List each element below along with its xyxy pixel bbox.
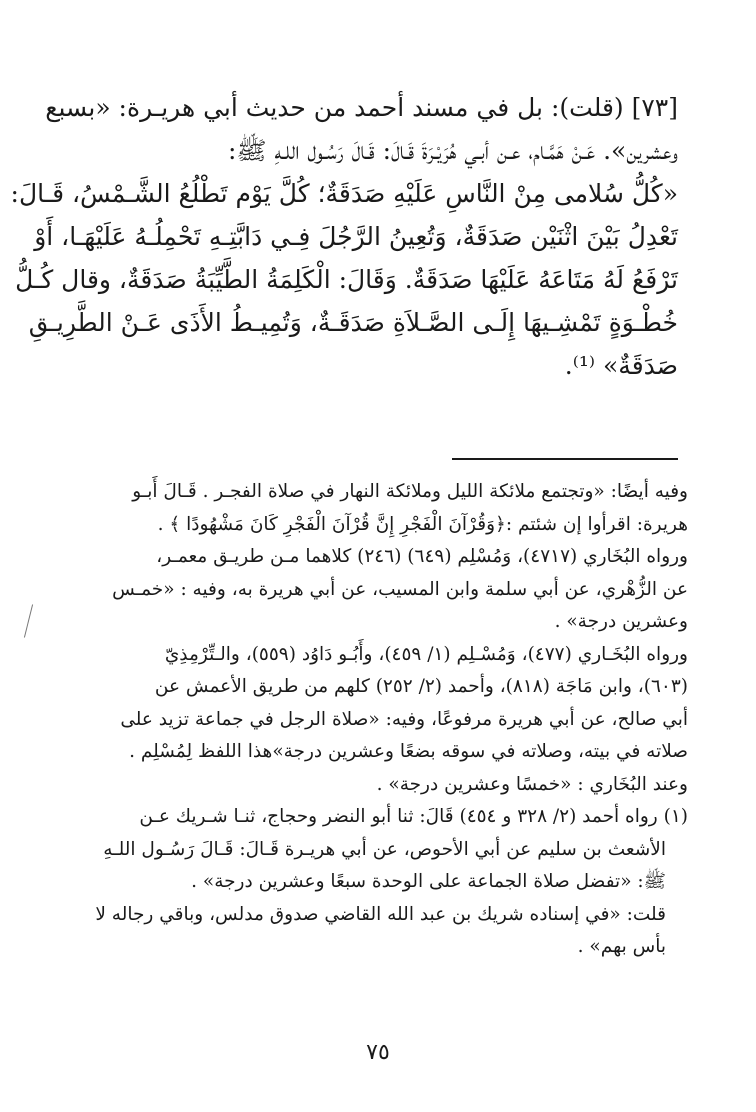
main-line: تَرْفَعُ لَهُ مَتَاعَهُ عَلَيْهَا صَدَقَةٌ. وَقَالَ: الْكَلِمَةُ الطَّيِّبَةُ صَدَقَةٌ، وقال كُـلُّ (15, 265, 678, 294)
main-text-block (10, 86, 678, 387)
main-line: [٧٣] (قلت): بل في مسند أحمد من حديث أبي هريـرة: «بسبع (45, 93, 678, 122)
page-number: ٧٥ (366, 1040, 390, 1065)
main-line: صَدَقَةٌ» ⁽¹⁾. (564, 351, 678, 380)
footnote-line: (٦٠٣)، وابن مَاجَة (٨١٨)، وأحمد (٢/ ٢٥٢) كلهم من طريق الأعمش عن (154, 676, 688, 697)
footnote-line: قلت: «في إسناده شريك بن عبد الله القاضي صدوق مدلس، وباقي رجاله لا (95, 903, 666, 925)
footnote-line: الأشعث بن سليم عن أبي الأحوص، عن أبي هريـرة قَـالَ: قَـالَ رَسُـول اللـهِ (103, 838, 666, 860)
footnote-divider (452, 458, 678, 460)
footnote-line: وعشرين درجة» . (554, 611, 688, 632)
footnote-line: ﷺ: «تفضل صلاة الجماعة على الوحدة سبعًا وعشرين درجة» . (191, 871, 666, 892)
main-line: وعشرين». عَـنْ هَمَّـام، عـن أبـي هُرَيْـرَةَ قَـالَ: قَـالَ رَسُـول اللـهِ ﷺ: (227, 136, 678, 165)
main-line: خُطْـوَةٍ تَمْشِـيهَا إِلَـى الصَّـلاَةِ صَدَقَـةٌ، وَتُمِيـطُ الأَذَى عَـنْ الطَّرِيـقِ (28, 308, 678, 337)
main-line: تَعْدِلُ بَيْنَ اثْنَيْن صَدَقَةٌ، وَتُعِينُ الرَّجُلَ فِـي دَابَّتِـهِ تَحْمِلُـهُ عَلَيْهَـا، أَوْ (34, 222, 678, 251)
footnote-line: هريرة: اقرأوا إن شئتم :﴿وَقُرْآنَ الْفَجْرِ إِنَّ قُرْآنَ الْفَجْرِ كَانَ مَشْهُودًا ﴾ . (157, 513, 688, 535)
footnote-line: بأس بهم» . (577, 936, 666, 957)
footnote-line: ورواه البُخَـاري (٤٧٧)، وَمُسْـلِم (١/ ٤٥٩)، وأَبُـو دَاوُد (٥٥٩)، والـتِّرْمِذِيّ (164, 643, 688, 665)
margin-pencil-mark (24, 604, 33, 637)
footnote-line: ورواه البُخَاري (٤٧١٧)، وَمُسْلِم (٦٤٩) (٢٤٦) كلاهما مـن طريـق معمـر، (156, 546, 688, 567)
footnotes-block (92, 476, 688, 964)
footnote-line: صلاته في بيته، وصلاته في سوقه بضعًا وعشرين درجة»هذا اللفظ لِمُسْلِم . (129, 741, 688, 762)
footnote-line: وفيه أيضًا: «وتجتمع ملائكة الليل وملائكة النهار في صلاة الفجـر . قَـالَ أَبـو (132, 481, 688, 502)
footnote-line: (١) رواه أحمد (٢/ ٣٢٨ و ٤٥٤) قَالَ: ثنا أبو النضر وحجاج، ثنـا شـريك عـن (139, 806, 688, 827)
footnote-line: عن الزُّهْري، عن أبي سلمة وابن المسيب، عن أبي هريرة به، وفيه : «خمـس (112, 578, 688, 600)
main-line: «كُلُّ سُلامى مِنْ النَّاسِ عَلَيْهِ صَدَقَةٌ؛ كُلَّ يَوْم تَطْلُعُ الشَّـمْسُ، قَـالَ: (10, 179, 678, 208)
footnote-line: أبي صالح، عن أبي هريرة مرفوعًا، وفيه: «صلاة الرجل في جماعة تزيد على (120, 708, 688, 730)
footnote-line: وعند البُخَاري : «خمسًا وعشرين درجة» . (376, 773, 688, 795)
